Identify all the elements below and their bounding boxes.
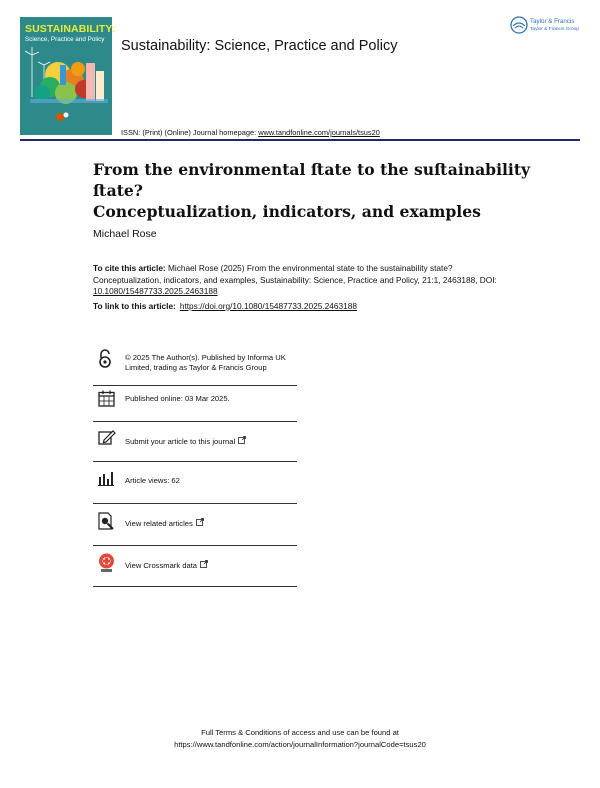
citation-text: Michael Rose (2025) From the environmental state to the sustainability state? Conceptualization, indicators, and examples, Sustainability: Science, Practice and Policy, 21:1, 2463188, DOI: <box>93 263 497 285</box>
external-link-icon <box>238 436 246 444</box>
doi-link[interactable]: 10.1080/15487733.2025.2463188 <box>93 286 218 297</box>
journal-name: Sustainability: Science, Practice and Policy <box>121 38 398 54</box>
author-name: Michael Rose <box>93 228 157 240</box>
related-search-icon <box>98 512 115 530</box>
publisher-logo-icon <box>510 16 528 34</box>
divider <box>93 385 297 386</box>
citation-block <box>93 263 523 298</box>
divider <box>93 586 297 587</box>
cover-title: SUSTAINABILITY: <box>25 23 116 35</box>
divider <box>93 545 297 546</box>
open-access-icon <box>98 349 112 369</box>
cover-publisher-mark: Taylor & Francis <box>78 141 102 145</box>
submit-article-link[interactable] <box>125 436 246 447</box>
article-title <box>93 159 553 222</box>
link-label: To link to this article: <box>93 301 176 311</box>
crossmark-link[interactable] <box>125 560 208 571</box>
divider <box>93 421 297 422</box>
journal-cover <box>20 17 116 145</box>
cover-subtitle: Science, Practice and Policy <box>25 36 105 43</box>
related-articles-link[interactable] <box>125 518 204 529</box>
issn-prefix: ISSN: (Print) (Online) Journal homepage: <box>121 128 259 137</box>
citation-label: To cite this article: <box>93 263 166 273</box>
submit-article-label: Submit your article to this journal <box>125 437 236 446</box>
divider <box>93 461 297 462</box>
cover-illustration <box>20 45 112 135</box>
publisher-logo-subtext: Taylor & Francis Group <box>530 27 580 32</box>
journal-homepage-link[interactable]: www.tandfonline.com/journals/tsus20 <box>258 128 380 137</box>
article-title-line-2: Conceptualization, indicators, and examples <box>93 202 481 221</box>
related-articles-label: View related articles <box>125 519 193 528</box>
header-rule <box>20 139 580 141</box>
license-text: © 2025 The Author(s). Published by Informa UK Limited, trading as Taylor & Francis Group <box>125 353 286 372</box>
article-views: Article views: 62 <box>125 476 180 485</box>
crossmark-label: View Crossmark data <box>125 561 198 570</box>
external-link-icon <box>196 518 204 526</box>
divider <box>93 503 297 504</box>
bar-chart-icon <box>98 471 114 486</box>
footer-line-1: Full Terms & Conditions of access and use can be found at <box>201 728 399 737</box>
crossmark-icon <box>98 553 115 573</box>
external-link-icon <box>200 560 208 568</box>
edit-icon <box>98 429 116 446</box>
published-online-date: Published online: 03 Mar 2025. <box>125 394 230 403</box>
article-title-line-1: From the environmental ﬅate to the suﬅainability ﬅate? <box>93 160 531 200</box>
footer-terms-link[interactable]: https://www.tandfonline.com/action/journalInformation?journalCode=tsus20 <box>174 740 426 749</box>
issn-line <box>121 128 380 137</box>
calendar-icon <box>98 390 115 407</box>
publisher-logo-text: Taylor & Francis <box>530 18 575 25</box>
link-line <box>93 301 357 311</box>
footer <box>0 727 600 751</box>
article-doi-url[interactable]: https://doi.org/10.1080/15487733.2025.2463188 <box>179 301 357 311</box>
